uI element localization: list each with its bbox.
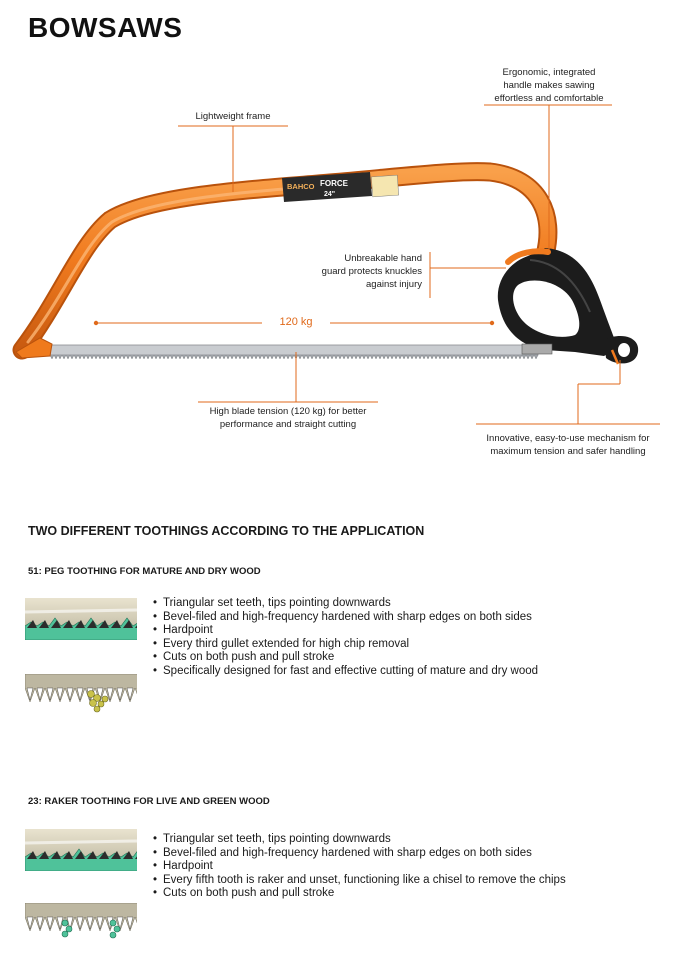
page-title: BOWSAWS bbox=[28, 12, 183, 43]
list-item: • Hardpoint bbox=[153, 624, 538, 638]
model-label: FORCE bbox=[320, 179, 348, 188]
list-item: • Specifically designed for fast and effective cutting of mature and dry wood bbox=[153, 665, 538, 679]
blade-teeth bbox=[50, 355, 538, 359]
list-item: • Every third gullet extended for high chip removal bbox=[153, 638, 538, 652]
raker-toothing-cut-image bbox=[25, 903, 137, 943]
list-item: • Cuts on both push and pull stroke bbox=[153, 887, 566, 901]
list-item: • Triangular set teeth, tips pointing downwards bbox=[153, 597, 538, 611]
tension-label: 120 kg bbox=[279, 316, 313, 328]
size-label: 24" bbox=[324, 191, 336, 198]
list-item: • Bevel-filed and high-frequency hardened with sharp edges on both sides bbox=[153, 847, 566, 861]
raker-feature-list bbox=[153, 833, 566, 901]
brand-label: BAHCO bbox=[287, 182, 315, 191]
peg-toothing-cut-image bbox=[25, 674, 137, 714]
callout-frame: Lightweight frame bbox=[195, 111, 271, 122]
list-item: • Hardpoint bbox=[153, 860, 566, 874]
callout-mechanism: Innovative, easy-to-use mechanism for maximum tension and safer handling bbox=[486, 433, 650, 457]
callout-blade: High blade tension (120 kg) for better performance and straight cutting bbox=[209, 406, 367, 430]
toothing-heading: TWO DIFFERENT TOOTHINGS ACCORDING TO THE APPLICATION bbox=[28, 524, 425, 538]
peg-toothing-side-image bbox=[25, 598, 137, 640]
callout-handle: Ergonomic, integrated handle makes sawing effortless and comfortable bbox=[494, 67, 604, 104]
saw-blade bbox=[48, 345, 538, 359]
list-item: • Every fifth tooth is raker and unset, functioning like a chisel to remove the chips bbox=[153, 874, 566, 888]
list-item: • Cuts on both push and pull stroke bbox=[153, 651, 538, 665]
list-item: • Triangular set teeth, tips pointing downwards bbox=[153, 833, 566, 847]
peg-feature-list bbox=[153, 597, 538, 678]
saw-handle bbox=[498, 248, 618, 356]
raker-heading: 23: RAKER TOOTHING FOR LIVE AND GREEN WOOD bbox=[28, 796, 270, 807]
peg-heading: 51: PEG TOOTHING FOR MATURE AND DRY WOOD bbox=[28, 566, 261, 577]
list-item: • Bevel-filed and high-frequency hardened with sharp edges on both sides bbox=[153, 611, 538, 625]
callout-guard: Unbreakable hand guard protects knuckles against injury bbox=[321, 253, 422, 290]
raker-toothing-side-image bbox=[25, 829, 137, 871]
